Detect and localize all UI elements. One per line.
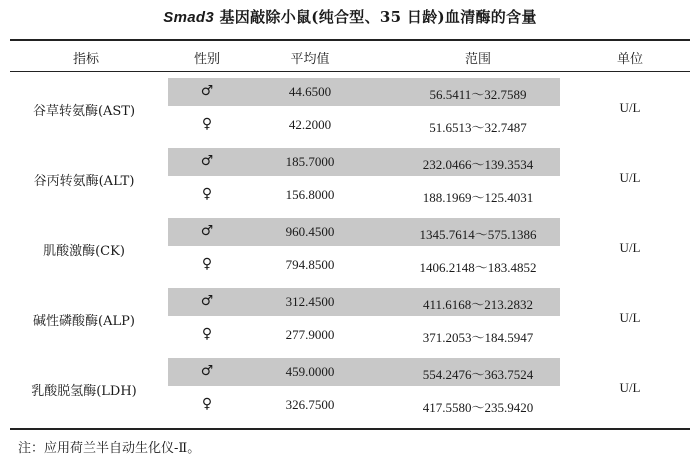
range-value: 51.6513～32.7487 [429, 120, 527, 135]
indicator-name: 谷草转氨酶(AST) [32, 104, 136, 119]
table-row-female [0, 248, 700, 276]
mean-value: 960.4500 [285, 224, 335, 239]
female-symbol-icon: ♀ [201, 186, 213, 202]
range-value: 1345.7614～575.1386 [419, 227, 537, 242]
mean-value: 794.8500 [285, 257, 335, 272]
range-value: 232.0466～139.3534 [422, 157, 534, 172]
indicator-name: 乳酸脱氢酶(LDH) [31, 384, 137, 399]
header-mean: 平均值 [290, 52, 330, 67]
unit-cell: U/L [619, 170, 641, 185]
range-value: 56.5411～32.7589 [429, 87, 527, 102]
table-row-male [0, 288, 700, 316]
female-symbol-icon: ♀ [201, 326, 213, 342]
mean-value: 42.2000 [288, 117, 332, 132]
table-bottom-rule [10, 428, 690, 430]
unit-cell: U/L [619, 240, 641, 255]
table-header [0, 44, 700, 68]
table-group-ck [0, 218, 700, 282]
table-header-rule [10, 71, 690, 72]
header-unit: 单位 [616, 52, 644, 67]
range-value: 417.5580～235.9420 [422, 400, 534, 415]
indicator-name: 碱性磷酸酶(ALP) [33, 314, 135, 329]
indicator-name: 谷丙转氨酶(ALT) [33, 174, 135, 189]
table-row-female [0, 108, 700, 136]
table-footnote: 注：应用荷兰半自动生化仪-Ⅱ。 [18, 441, 201, 456]
female-symbol-icon: ♀ [201, 116, 213, 132]
table-title [0, 6, 700, 27]
mean-value: 277.9000 [285, 327, 335, 342]
female-symbol-icon: ♀ [201, 396, 213, 412]
header-indicator: 指标 [72, 52, 100, 67]
table-group-alp [0, 288, 700, 352]
table-group-ldh [0, 358, 700, 422]
header-sex: 性别 [193, 52, 221, 67]
male-symbol-icon: ♂ [200, 223, 214, 239]
range-value: 411.6168～213.2832 [422, 297, 534, 312]
table-row-male [0, 78, 700, 106]
male-symbol-icon: ♂ [200, 83, 214, 99]
table-row-female [0, 388, 700, 416]
table-group-ast [0, 78, 700, 142]
table-row-male [0, 358, 700, 386]
mean-value: 156.8000 [285, 187, 335, 202]
title-gene-name: Smad3 [163, 9, 214, 26]
male-symbol-icon: ♂ [200, 363, 214, 379]
unit-cell: U/L [619, 100, 641, 115]
title-text: 基因敲除小鼠(纯合型、35 日龄)血清酶的含量 [213, 8, 537, 26]
table-row-female [0, 178, 700, 206]
mean-value: 326.7500 [285, 397, 335, 412]
male-symbol-icon: ♂ [200, 293, 214, 309]
header-range: 范围 [464, 52, 492, 67]
table-row-male [0, 148, 700, 176]
table-group-alt [0, 148, 700, 212]
range-value: 371.2053～184.5947 [422, 330, 534, 345]
unit-cell: U/L [619, 380, 641, 395]
range-value: 554.2476～363.7524 [422, 367, 534, 382]
male-symbol-icon: ♂ [200, 153, 214, 169]
table-top-rule [10, 39, 690, 41]
indicator-name: 肌酸激酶(CK) [43, 244, 125, 259]
unit-cell: U/L [619, 310, 641, 325]
range-value: 188.1969～125.4031 [422, 190, 534, 205]
female-symbol-icon: ♀ [201, 256, 213, 272]
mean-value: 459.0000 [285, 364, 335, 379]
mean-value: 185.7000 [285, 154, 335, 169]
table-row-female [0, 318, 700, 346]
mean-value: 312.4500 [285, 294, 335, 309]
mean-value: 44.6500 [288, 84, 332, 99]
range-value: 1406.2148～183.4852 [419, 260, 537, 275]
table-row-male [0, 218, 700, 246]
